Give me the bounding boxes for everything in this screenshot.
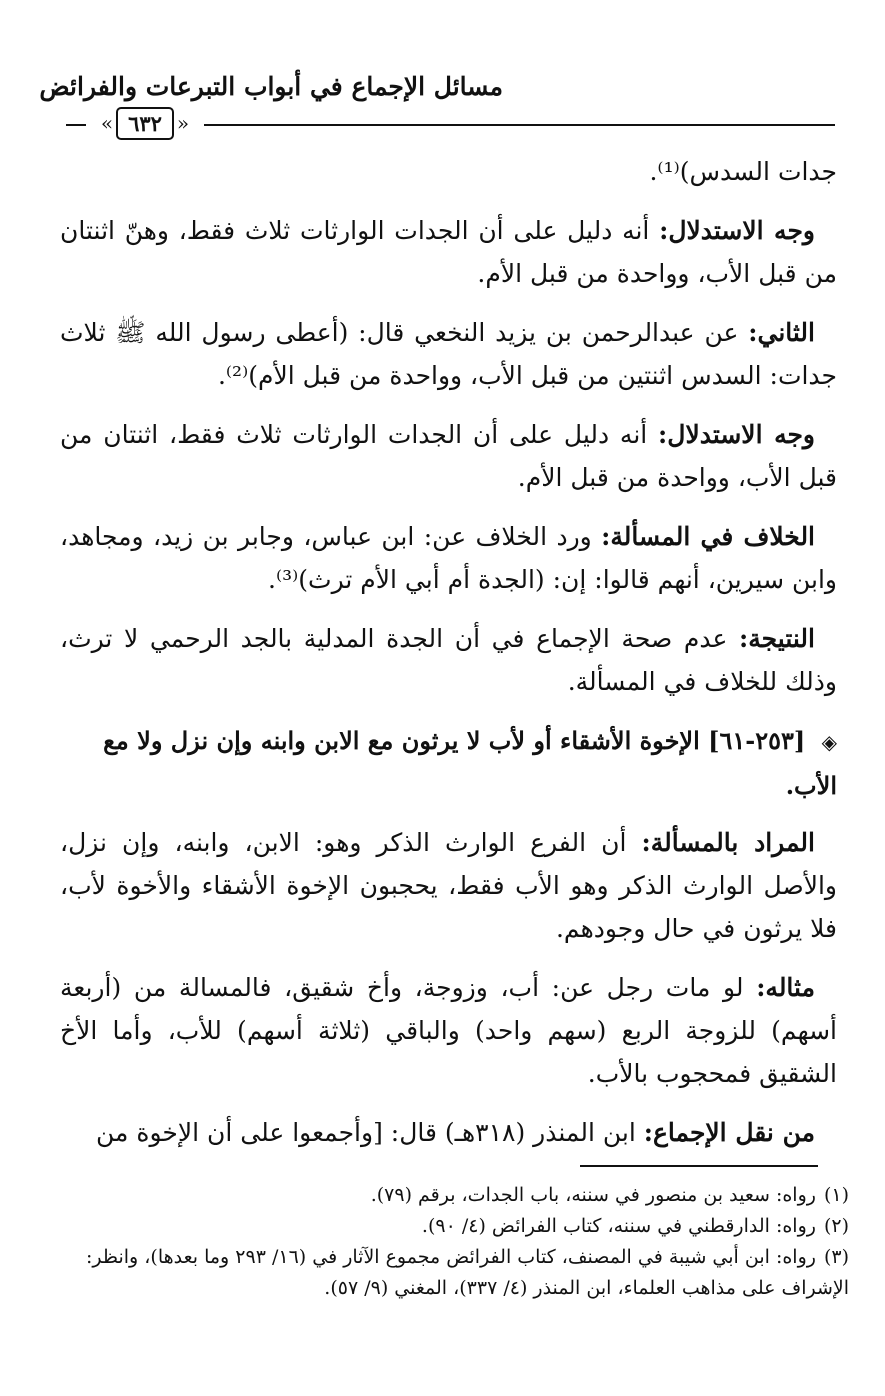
paragraph-text: أنه دليل على أن الجدات الوارثات ثلاث فقط، وهنّ اثنتان من قبل الأب، وواحدة من قبل الأم. (60, 216, 837, 288)
paragraph (60, 821, 837, 950)
paragraph-lead: وجه الاستدلال: (658, 420, 816, 449)
section-heading-text: [٢٥٣-٦١] الإخوة الأشقاء أو لأب لا يرثون مع الابن وابنه وإن نزل ولا مع الأب. (103, 726, 837, 800)
paragraph-text: أنه دليل على أن الجدات الوارثات ثلاث فقط، اثنتان من قبل الأب، وواحدة من قبل الأم. (60, 420, 837, 492)
paragraph-text: عن عبدالرحمن بن يزيد النخعي قال: (أعطى رسول الله ﷺ ثلاث جدات: السدس اثنتين من قبل الأب، وواحدة من قبل الأم)⁽²⁾. (60, 318, 837, 390)
paragraph-text: أن الفرع الوارث الذكر وهو: الابن، وابنه، وإن نزل، والأصل الوارث الذكر وهو الأب فقط، يحجبون الإخوة الأشقاء والأخوة لأب، فلا يرثون في حال وجودهم. (60, 828, 837, 943)
paragraph-text: ورد الخلاف عن: ابن عباس، وجابر بن زيد، ومجاهد، وابن سيرين، أنهم قالوا: إن: (الجدة أم أبي الأم ترث)⁽³⁾. (60, 522, 837, 594)
paragraph (60, 209, 837, 295)
paragraph-lead: النتيجة: (739, 624, 815, 653)
paragraph-lead: الخلاف في المسألة: (601, 522, 816, 551)
paragraph (60, 311, 837, 397)
paragraph-text: ابن المنذر (٣١٨هـ) قال: [وأجمعوا على أن الإخوة من (96, 1118, 636, 1147)
paragraph-lead: وجه الاستدلال: (659, 216, 815, 245)
ornament-left-icon: « (100, 111, 114, 135)
header-rule-right (204, 124, 835, 126)
section-heading (60, 719, 837, 807)
paragraph (60, 1111, 837, 1154)
footnote-number: (١) (823, 1184, 849, 1206)
paragraph (60, 150, 837, 193)
paragraph (60, 515, 837, 601)
footnote-text: رواه: سعيد بن منصور في سننه، باب الجدات، برقم (٧٩). (370, 1184, 816, 1206)
footnote (62, 1242, 849, 1304)
page-number: ٦٣٢ (116, 107, 174, 140)
paragraph-text: عدم صحة الإجماع في أن الجدة المدلية بالجد الرحمي لا ترث، وذلك للخلاف في المسألة. (60, 624, 837, 696)
ornament-right-icon: » (176, 111, 190, 135)
footnote-text: رواه: ابن أبي شيبة في المصنف، كتاب الفرائض مجموع الآثار في (١٦/ ٢٩٣ وما بعدها)، وانظر: الإشراف على مذاهب العلماء، ابن المنذر (٤/ ٣٣٧)، المغني (٩/ ٥٧). (86, 1246, 849, 1299)
paragraph-lead: المراد بالمسألة: (641, 828, 815, 857)
paragraph-text: جدات السدس)⁽¹⁾. (649, 157, 837, 186)
paragraph (60, 413, 837, 499)
running-title: مسائل الإجماع في أبواب التبرعات والفرائض (39, 72, 503, 101)
page-number-frame (86, 103, 204, 143)
paragraph-lead: الثاني: (748, 318, 815, 347)
paragraph-lead: من نقل الإجماع: (643, 1118, 815, 1147)
footnote (62, 1180, 849, 1211)
diamond-bullet-icon: ◈ (821, 730, 837, 754)
footnote-number: (٣) (823, 1246, 849, 1268)
main-text (60, 150, 837, 1170)
footnote-number: (٢) (823, 1215, 849, 1237)
footnote-rule (580, 1165, 818, 1167)
paragraph (60, 617, 837, 703)
paragraph-lead: مثاله: (756, 973, 815, 1002)
header-rule-left (66, 124, 86, 126)
paragraph (60, 966, 837, 1095)
paragraph-text: لو مات رجل عن: أب، وزوجة، وأخ شقيق، فالمسالة من (أربعة أسهم) للزوجة الربع (سهم واحد) والباقي (ثلاثة أسهم) للأب، وأما الأخ الشقيق فمحجوب بالأب. (60, 973, 837, 1088)
footnote (62, 1211, 849, 1242)
footnote-text: رواه: الدارقطني في سننه، كتاب الفرائض (٤/ ٩٠). (421, 1215, 816, 1237)
footnotes (62, 1180, 849, 1304)
